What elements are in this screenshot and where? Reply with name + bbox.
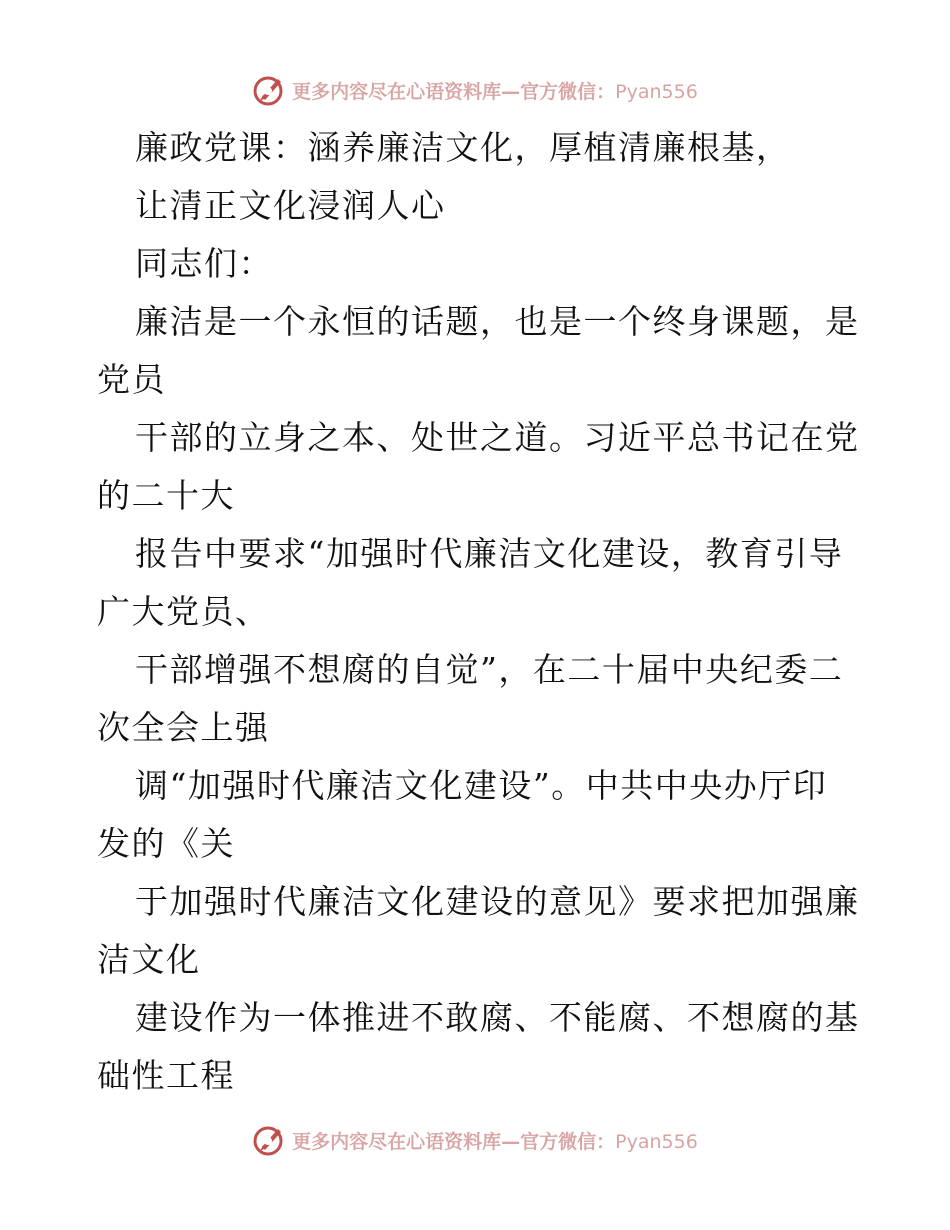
doc-text-line: 建设作为一体推进不敢腐、不能腐、不想腐的基: [135, 998, 860, 1037]
doc-text-line: 广大党员、: [97, 592, 270, 631]
doc-text-line: 于加强时代廉洁文化建设的意见》要求把加强廉: [135, 882, 860, 921]
footer-banner: [0, 1120, 950, 1160]
doc-text-line: 发的《关: [97, 824, 235, 863]
doc-text-line: 干部增强不想腐的自觉”，在二十届中央纪委二: [135, 650, 844, 689]
banner-text: [292, 1127, 698, 1154]
quill-logo-icon: [252, 1123, 286, 1157]
banner-content: [252, 1123, 698, 1157]
banner-slogan: 更多内容尽在心语资料库—官方微信：: [292, 1130, 616, 1153]
quill-logo-icon: [252, 73, 286, 107]
banner-slogan: 更多内容尽在心语资料库—官方微信：: [292, 80, 616, 103]
doc-text-line: 廉洁是一个永恒的话题，也是一个终身课题，是: [135, 302, 860, 341]
banner-text: [292, 77, 698, 104]
doc-text-line: 调“加强时代廉洁文化建设”。中共中央办厅印: [135, 766, 828, 805]
doc-text-line: 干部的立身之本、处世之道。习近平总书记在党: [135, 418, 860, 457]
doc-text-line: 次全会上强: [97, 708, 270, 747]
doc-text-line: 础性工程: [97, 1056, 235, 1095]
doc-title-line-2: 让清正文化浸润人心: [135, 186, 446, 225]
doc-salutation: 同志们：: [135, 244, 273, 283]
banner-content: [252, 73, 698, 107]
doc-title-line-1: 廉政党课：涵养廉洁文化，厚植清廉根基，: [135, 128, 791, 167]
doc-text-line: 的二十大: [97, 476, 235, 515]
banner-wechat-id: Pyan556: [615, 80, 698, 103]
doc-text-line: 党员: [97, 360, 166, 399]
doc-text-line: 洁文化: [97, 940, 201, 979]
header-banner: [0, 70, 950, 110]
banner-wechat-id: Pyan556: [615, 1130, 698, 1153]
doc-text-line: 报告中要求“加强时代廉洁文化建设，教育引导: [135, 534, 844, 573]
